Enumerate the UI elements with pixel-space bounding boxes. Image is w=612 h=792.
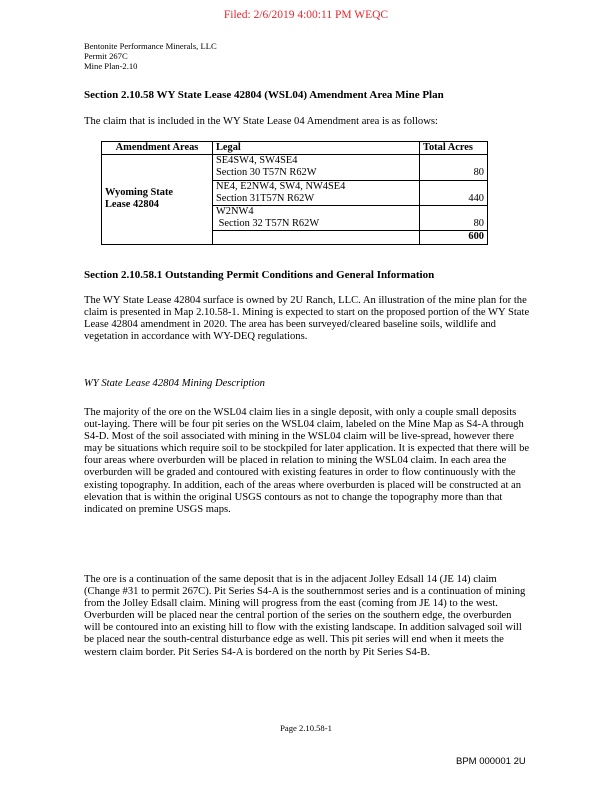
header-permit: Permit 267C	[84, 51, 128, 61]
acres-blank	[420, 206, 488, 219]
legal-line: Section 32 T57N R62W	[213, 218, 420, 231]
intro-text: The claim that is included in the WY State Lease 04 Amendment area is as follows:	[84, 116, 438, 127]
page-number: Page 2.10.58-1	[280, 723, 332, 733]
header-legal: Legal	[213, 142, 420, 155]
total-acres-cell: 600	[420, 231, 488, 244]
legal-line: W2NW4	[213, 206, 420, 219]
table-header-row	[102, 142, 488, 155]
legal-line: SE4SW4, SW4SE4	[213, 155, 420, 168]
header-amendment-areas: Amendment Areas	[102, 142, 213, 155]
legal-blank	[213, 231, 420, 244]
subsection-title: Section 2.10.58.1 Outstanding Permit Conditions and General Information	[84, 269, 435, 281]
acres-blank	[420, 155, 488, 168]
paragraph-mining-description: The majority of the ore on the WSL04 claim lies in a single deposit, with only a couple small deposits out-laying. There will be four pit series on the WSL04 claim, labeled on the Mine Map as S4-A through S4-D. Most of the soil associated with mining in the WSL04 claim will be live-spread, however there may be situations which require soil to be stockpiled for later application. It is expected that there will be four areas where overburden will be placed in relation to mining the WSL04 claim. In each area the overburden will be graded and contoured with existing features in order to flow continuously with the existing topography. In addition, each of the areas where overburden is placed will be constructed at an elevation that is within the original USGS contours as not to change the topography more than that indicated on premine USGS maps.	[84, 407, 530, 515]
section-title: Section 2.10.58 WY State Lease 42804 (WSL04) Amendment Area Mine Plan	[84, 89, 444, 101]
amendment-area-cell	[102, 155, 213, 244]
paragraph-ore-continuation: The ore is a continuation of the same deposit that is in the adjacent Jolley Edsall 14 (JE 14) claim (Change #31 to permit 267C). Pit Series S4-A is the southernmost series and is a continuation of mining from the Jolley Edsall claim. Mining will progress from the east (coming from JE 14) to the west. Overburden will be placed near the central portion of the series on the southern edge, the overburden will be contoured into an existing hill to flow with the existing landscape. In addition salvaged soil will be placed near the south-central disturbance edge as well. This pit series will end when it meets the western claim border. Pit Series S4-A is bordered on the north by Pit Series S4-B.	[84, 574, 526, 658]
filed-stamp: Filed: 2/6/2019 4:00:11 PM WEQC	[223, 9, 389, 21]
acres-cell: 440	[420, 193, 488, 206]
acres-cell: 80	[420, 167, 488, 180]
mining-description-title: WY State Lease 42804 Mining Description	[84, 378, 265, 389]
claims-table	[101, 141, 488, 245]
acres-blank	[420, 180, 488, 193]
legal-line: NE4, E2NW4, SW4, NW4SE4	[213, 180, 420, 193]
table-row	[102, 155, 488, 168]
legal-line: Section 31T57N R62W	[213, 193, 420, 206]
bates-number: BPM 000001 2U	[456, 756, 526, 767]
header-total-acres: Total Acres	[420, 142, 488, 155]
header-company: Bentonite Performance Minerals, LLC	[84, 41, 217, 51]
amendment-area-name-line1: Wyoming State	[105, 187, 174, 199]
paragraph-ownership: The WY State Lease 42804 surface is owned by 2U Ranch, LLC. An illustration of the mine plan for the claim is presented in Map 2.10.58-1. Mining is expected to start on the proposed portion of the WY State Lease 42804 amendment in 2020. The area has been surveyed/cleared baseline soils, wildlife and vegetation in accordance with WY-DEQ regulations.	[84, 295, 530, 343]
legal-line: Section 30 T57N R62W	[213, 167, 420, 180]
header-mine-plan: Mine Plan-2.10	[84, 61, 138, 71]
amendment-area-name-line2: Lease 42804	[105, 199, 159, 211]
acres-cell: 80	[420, 218, 488, 231]
